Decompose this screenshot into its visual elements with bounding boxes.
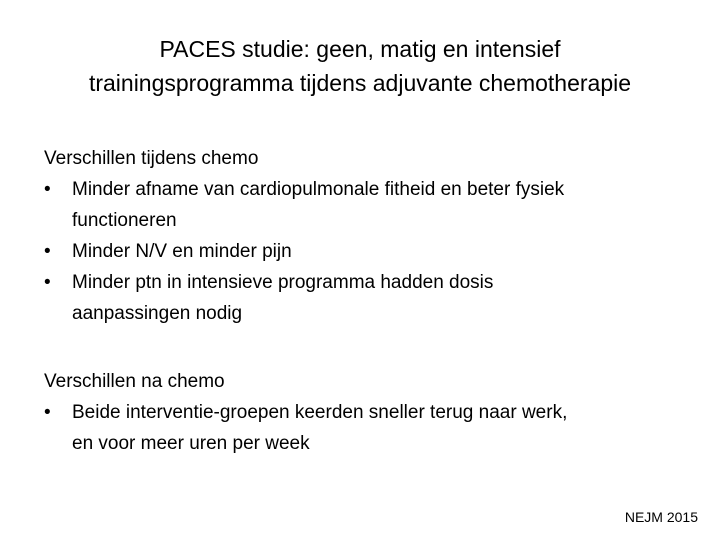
bullet-text-line-2: functioneren — [72, 210, 177, 231]
slide-title-line-1: PACES studie: geen, matig en intensief — [159, 36, 561, 62]
bullet-text-line-2: aanpassingen nodig — [72, 303, 243, 324]
bullet-list — [44, 397, 684, 459]
bullet-text-line-2: en voor meer uren per week — [72, 433, 310, 454]
bullet-marker: • — [44, 402, 51, 423]
bullet-item — [44, 397, 684, 459]
bullet-item — [44, 174, 684, 236]
bullet-list — [44, 174, 684, 329]
bullet-marker: • — [44, 272, 51, 293]
slide-title — [20, 32, 700, 100]
bullet-item — [44, 267, 684, 329]
bullet-text-line-1: Minder N/V en minder pijn — [72, 241, 292, 262]
source-citation: NEJM 2015 — [624, 509, 698, 525]
bullet-text-line-1: Minder afname van cardiopulmonale fitheid en beter fysiek — [72, 179, 565, 200]
bullet-marker: • — [44, 179, 51, 200]
section-during-chemo — [44, 143, 684, 329]
bullet-item — [44, 236, 684, 267]
slide-title-line-2: trainingsprogramma tijdens adjuvante chemotherapie — [88, 70, 632, 96]
bullet-text-line-1: Beide interventie-groepen keerden sneller terug naar werk, — [72, 402, 568, 423]
section-heading: Verschillen na chemo — [44, 371, 225, 392]
bullet-text-line-1: Minder ptn in intensieve programma hadden dosis — [72, 272, 494, 293]
section-after-chemo — [44, 366, 684, 459]
bullet-marker: • — [44, 241, 51, 262]
section-heading: Verschillen tijdens chemo — [44, 148, 259, 169]
